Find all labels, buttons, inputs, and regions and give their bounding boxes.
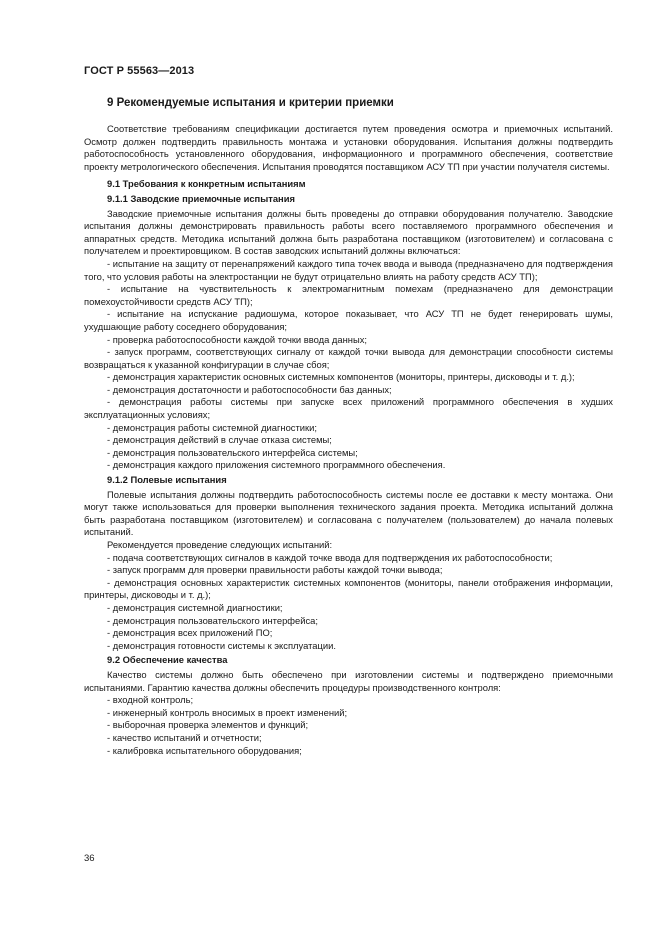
list-item: - выборочная проверка элементов и функций;	[107, 719, 309, 731]
section-9-1-1-heading: 9.1.1 Заводские приемочные испытания	[107, 192, 295, 204]
list-item: - демонстрация достаточности и работоспособности баз данных;	[107, 383, 392, 395]
list-item: - запуск программ для проверки правильности работы каждой точки вывода;	[107, 564, 443, 576]
list-item: - входной контроль;	[107, 694, 194, 706]
list-item: - демонстрация работы системы при запуске всех приложений программного обеспечения в худших эксплуатационных условиях;	[84, 396, 613, 421]
page-content	[84, 96, 613, 757]
list-item: - калибровка испытательного оборудования;	[107, 744, 302, 756]
quality-control-list	[84, 694, 613, 757]
list-item: - демонстрация готовности системы к эксплуатации.	[107, 639, 336, 651]
section-9-1-2-heading: 9.1.2 Полевые испытания	[107, 474, 227, 486]
section-9-2-paragraph: Качество системы должно быть обеспечено при изготовлении системы и подтверждено приемочными испытаниями. Гарантию качества должны обеспечить процедуры производственного контроля:	[84, 668, 613, 693]
section-9-1-2-paragraph: Полевые испытания должны подтвердить работоспособность системы после ее доставки к месту монтажа. Они могут также использоваться для проверки выполнения технического задания проекта. Методика испытаний должна быть разработана поставщиком (изготовителем) и согласована с получателем (пользователем) до начала полевых испытаний.	[84, 488, 613, 538]
page-number: 36	[84, 853, 95, 864]
list-item: - демонстрация пользовательского интерфейса;	[107, 614, 318, 626]
section-9-heading: 9 Рекомендуемые испытания и критерии приемки	[107, 97, 394, 109]
list-item: - демонстрация каждого приложения системного программного обеспечения.	[107, 459, 446, 471]
list-item: - запуск программ, соответствующих сигналу от каждой точки вывода для демонстрации способности системы возвращаться к указанной конфигурации в случае сбоя;	[84, 346, 613, 370]
list-item: - инженерный контроль вносимых в проект изменений;	[107, 706, 348, 718]
list-item: - демонстрация пользовательского интерфейса системы;	[107, 446, 358, 458]
list-item: - демонстрация всех приложений ПО;	[107, 627, 273, 639]
document-header: ГОСТ Р 55563—2013	[84, 65, 195, 77]
list-item: - демонстрация системной диагностики;	[107, 601, 283, 613]
section-9-1-1-paragraph: Заводские приемочные испытания должны быть проведены до отправки оборудования получателю. Заводские испытания должны демонстрировать правильность работы всего поставляемого программного обеспечения и аппаратных средств. Методика испытаний должна быть разработана поставщиком (изготовителем) и согласована с получателем и проектировщиком. В состав заводских испытаний должны включаться:	[84, 207, 613, 257]
list-item: - проверка работоспособности каждой точки ввода данных;	[107, 333, 367, 345]
list-item: - демонстрация работы системной диагностики;	[107, 421, 317, 433]
section-9-intro: Соответствие требованиям спецификации достигается путем проведения осмотра и приемочных испытаний. Осмотр должен подтвердить правильность монтажа и установки оборудования. Испытания должны подтвердить работоспособность установленного оборудования, информационного и программного обеспечения, соответствие проекту метрологического обеспечения. Испытания проводятся поставщиком АСУ ТП при участии получателя системы.	[84, 123, 613, 172]
section-9-2-heading: 9.2 Обеспечение качества	[107, 654, 228, 666]
list-item: - подача соответствующих сигналов в каждой точке ввода для подтверждения их работоспособности;	[107, 551, 553, 563]
list-item: - демонстрация характеристик основных системных компонентов (мониторы, принтеры, дисководы и т. д.);	[107, 371, 575, 383]
list-item: - качество испытаний и отчетности;	[107, 731, 262, 743]
section-9-1-heading: 9.1 Требования к конкретным испытаниям	[107, 178, 306, 190]
list-item: - испытание на защиту от перенапряжений каждого типа точек ввода и вывода (предназначено для подтверждения того, что условия работы на электростанции не будут отрицательно влиять на работу средств АСУ ТП);	[84, 257, 613, 282]
list-item: - испытание на чувствительность к электромагнитным помехам (предназначено для демонстрации помехоустойчивости средств АСУ ТП);	[84, 283, 613, 307]
field-tests-list	[84, 552, 613, 653]
section-9-1-2-recommend: Рекомендуется проведение следующих испытаний:	[107, 539, 333, 550]
list-item: - демонстрация действий в случае отказа системы;	[107, 434, 332, 446]
list-item: - испытание на испускание радиошума, которое показывает, что АСУ ТП не будет генерировать шумы, ухудшающие работу соседнего оборудования;	[84, 308, 613, 332]
list-item: - демонстрация основных характеристик системных компонентов (мониторы, панели отображения информации, принтеры, дисководы и т. д.);	[84, 576, 613, 601]
factory-tests-list	[84, 258, 613, 472]
